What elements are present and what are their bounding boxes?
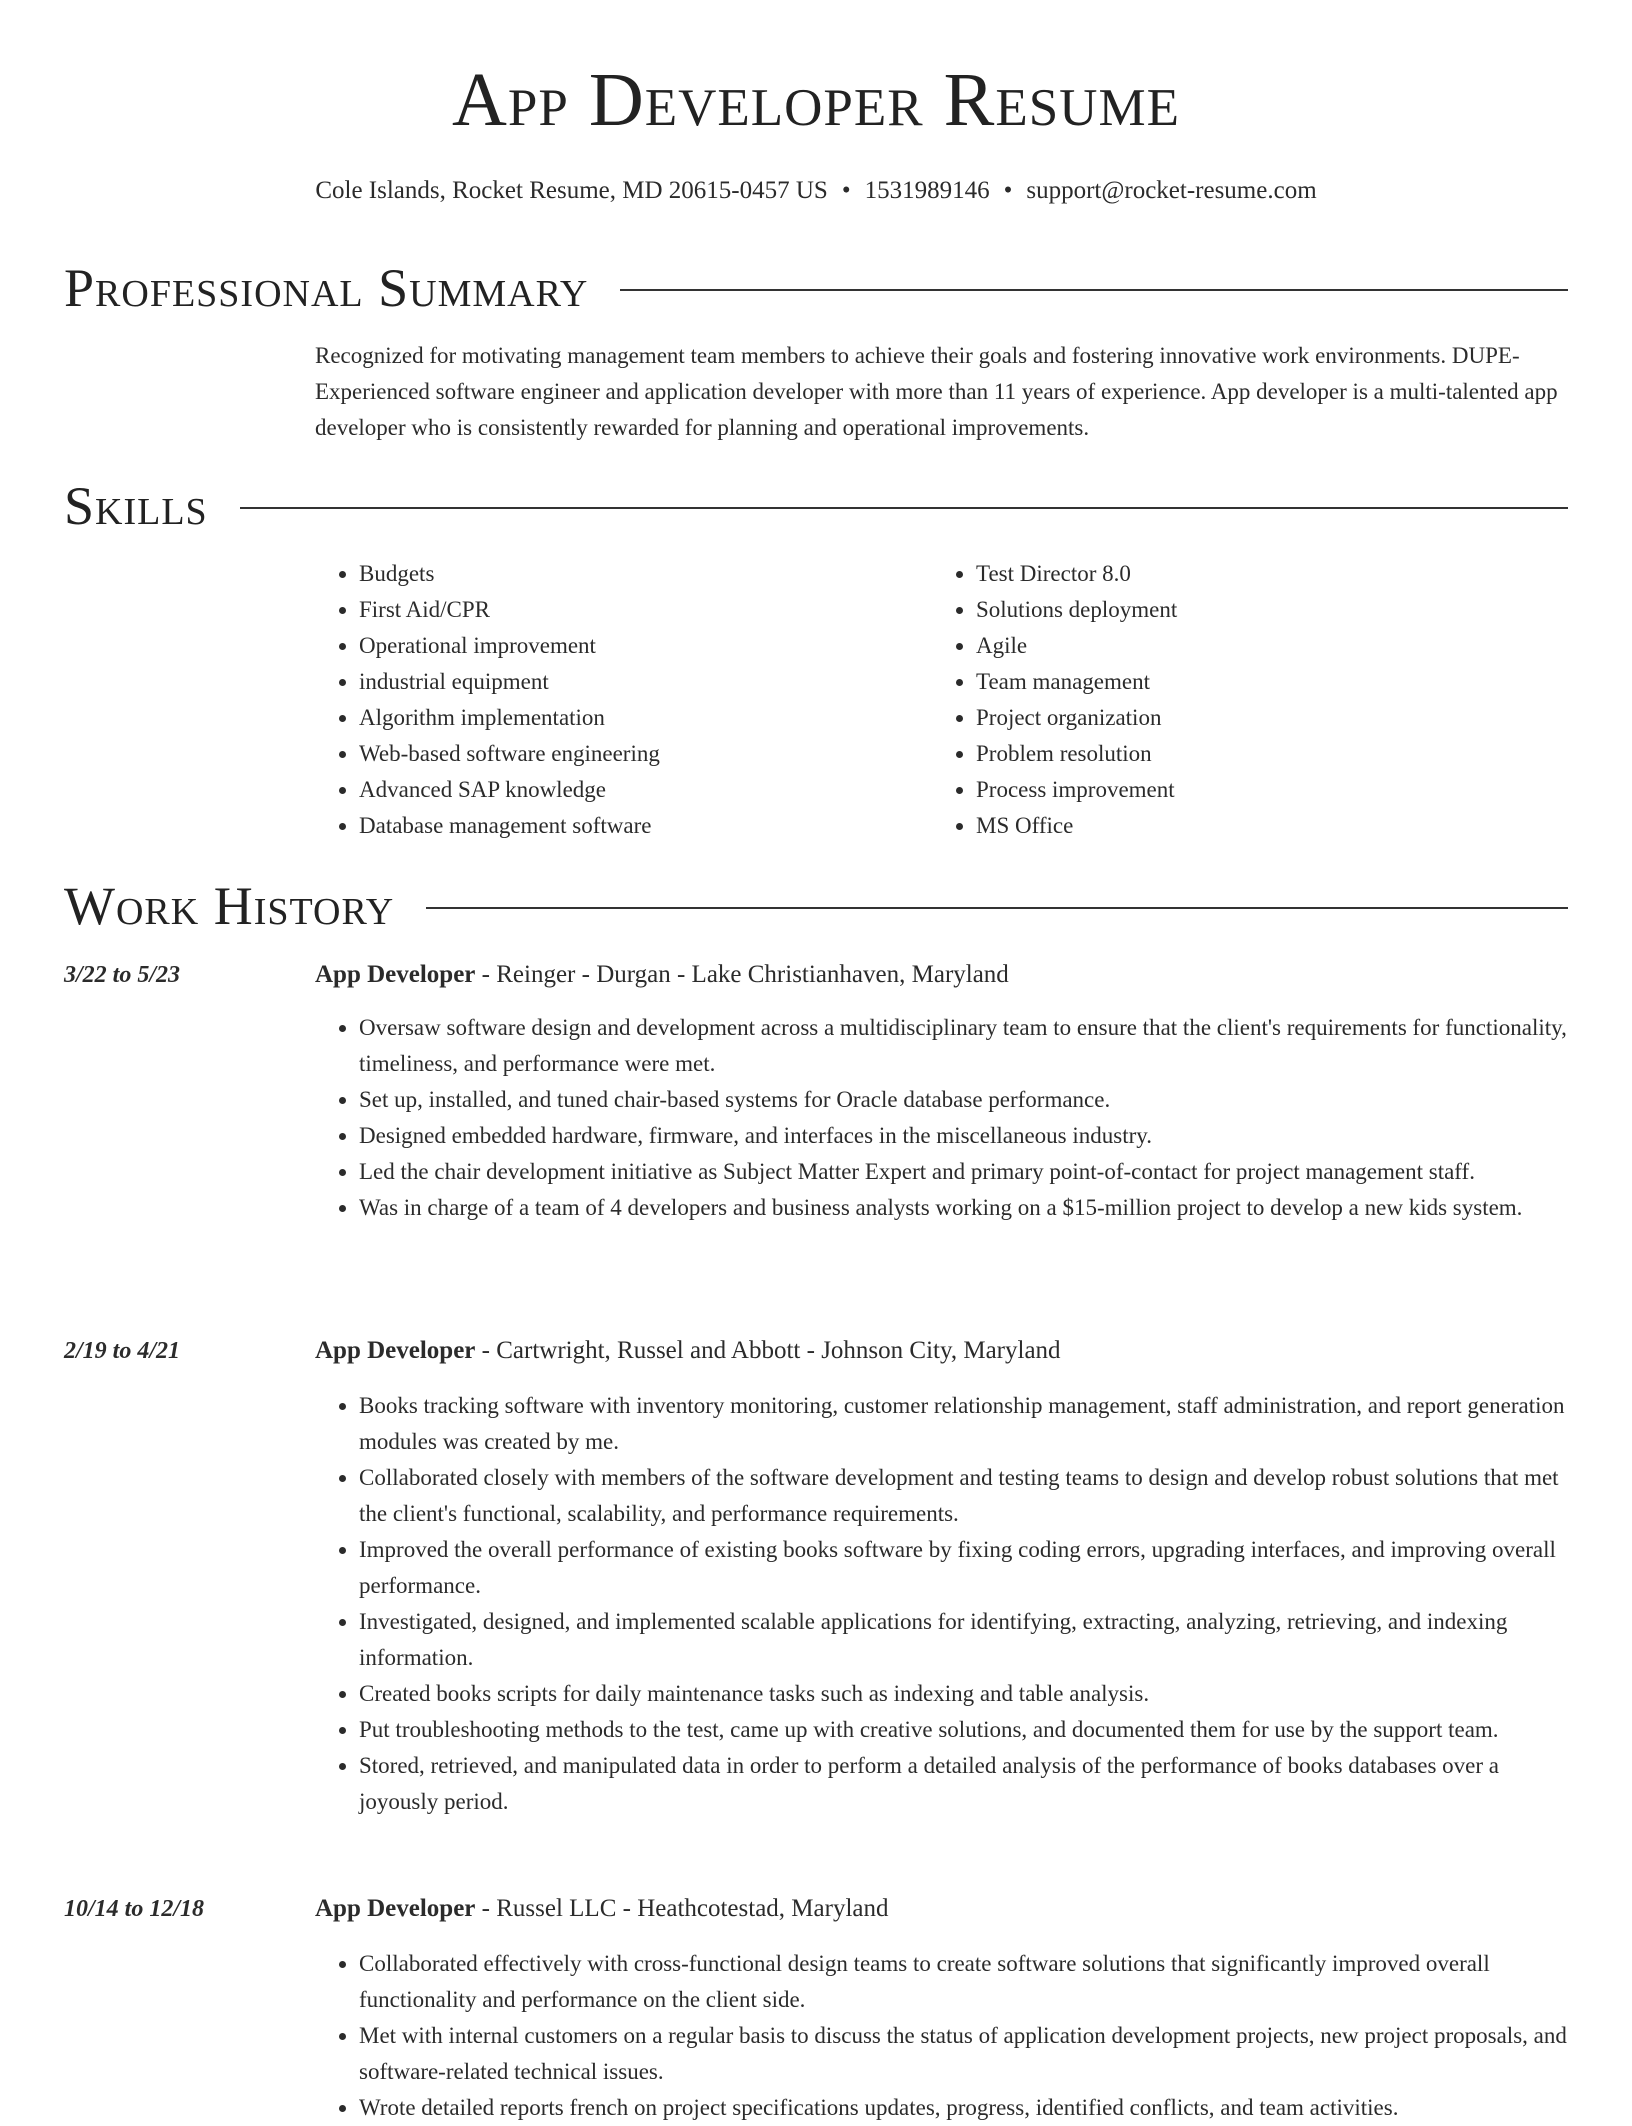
summary-section-header: [64, 258, 1568, 318]
contact-separator: •: [1003, 177, 1013, 204]
skill-item: • Solutions deployment: [976, 592, 1549, 628]
job-bullet: • Improved the overall performance of existing books software by fixing coding errors, upgrading interfaces, and improving overall performance.: [359, 1532, 1568, 1604]
job-dates: 3/22 to 5/23: [64, 962, 181, 988]
job-title-line: [315, 1336, 1568, 1366]
skill-item: • Algorithm implementation: [359, 700, 932, 736]
page-title: App Developer Resume: [452, 58, 1180, 142]
job-employer-location: - Reinger - Durgan - Lake Christianhaven, Maryland: [475, 961, 1009, 988]
job-bullet: • Wrote detailed reports french on project specifications updates, progress, identified conflicts, and team activities.: [359, 2090, 1568, 2126]
job-role: App Developer: [315, 1337, 476, 1364]
job-title-line: [315, 1894, 1568, 1924]
job-responsibilities: [315, 1388, 1568, 1820]
skill-item: • Agile: [976, 628, 1549, 664]
work-section-header: [64, 876, 1568, 936]
section-divider: [240, 507, 1568, 509]
skills-section-header: [64, 476, 1568, 536]
job-bullet: • Designed embedded hardware, firmware, and interfaces in the miscellaneous industry.: [359, 1118, 1568, 1154]
skills-list: [315, 556, 1568, 844]
summary-text: Recognized for motivating management team members to achieve their goals and fostering innovative work environments. DUPE- Experienced software engineer and application developer with more than 11 years of experience. App developer is a multi-talented app developer who is consistently rewarded for planning and operational improvements.: [315, 343, 1558, 440]
job-responsibilities: [315, 1010, 1568, 1226]
job-employer-location: - Cartwright, Russel and Abbott - Johnson City, Maryland: [475, 1337, 1061, 1364]
skills-column-right: [932, 556, 1549, 844]
job-bullet: • Created books scripts for daily maintenance tasks such as indexing and table analysis.: [359, 1676, 1568, 1712]
skill-item: • Problem resolution: [976, 736, 1549, 772]
job-responsibilities: [315, 1946, 1568, 2126]
job-dates: 2/19 to 4/21: [64, 1338, 181, 1364]
skill-item: • Team management: [976, 664, 1549, 700]
work-heading: Work History: [64, 876, 395, 936]
job-bullet: • Collaborated effectively with cross-functional design teams to create software solutions that significantly improved overall functionality and performance on the client side.: [359, 1946, 1568, 2018]
job-title-line: [315, 960, 1568, 990]
job-dates: 10/14 to 12/18: [64, 1896, 205, 1922]
section-divider: [426, 907, 1568, 909]
job-bullet: • Led the chair development initiative as Subject Matter Expert and primary point-of-contact for project management staff.: [359, 1154, 1568, 1190]
contact-address: Cole Islands, Rocket Resume, MD 20615-0457 US: [315, 177, 828, 204]
job-bullet: • Stored, retrieved, and manipulated data in order to perform a detailed analysis of the performance of books databases over a joyously period.: [359, 1748, 1568, 1820]
skills-column-left: [315, 556, 932, 844]
job-role: App Developer: [315, 961, 476, 988]
section-divider: [620, 289, 1568, 291]
skills-heading: Skills: [64, 476, 208, 536]
job-bullet: • Investigated, designed, and implemented scalable applications for identifying, extracting, analyzing, retrieving, and indexing information.: [359, 1604, 1568, 1676]
skill-item: • MS Office: [976, 808, 1549, 844]
skill-item: • Operational improvement: [359, 628, 932, 664]
contact-email: support@rocket-resume.com: [1026, 177, 1317, 204]
skill-item: • industrial equipment: [359, 664, 932, 700]
job-bullet: • Met with internal customers on a regular basis to discuss the status of application development projects, new project proposals, and software-related technical issues.: [359, 2018, 1568, 2090]
skill-item: • Test Director 8.0: [976, 556, 1549, 592]
skill-item: • Project organization: [976, 700, 1549, 736]
job-bullet: • Set up, installed, and tuned chair-based systems for Oracle database performance.: [359, 1082, 1568, 1118]
skill-item: • Database management software: [359, 808, 932, 844]
skill-item: • Budgets: [359, 556, 932, 592]
job-bullet: • Put troubleshooting methods to the test, came up with creative solutions, and documented them for use by the support team.: [359, 1712, 1568, 1748]
skill-item: • First Aid/CPR: [359, 592, 932, 628]
skill-item: • Advanced SAP knowledge: [359, 772, 932, 808]
summary-heading: Professional Summary: [64, 258, 589, 318]
job-role: App Developer: [315, 1895, 476, 1922]
job-bullet: • Collaborated closely with members of the software development and testing teams to design and develop robust solutions that met the client's functional, scalability, and performance requirements.: [359, 1460, 1568, 1532]
contact-separator: •: [841, 177, 851, 204]
job-bullet: • Was in charge of a team of 4 developers and business analysts working on a $15-million project to develop a new kids system.: [359, 1190, 1568, 1226]
skill-item: • Web-based software engineering: [359, 736, 932, 772]
contact-phone: 1531989146: [864, 177, 990, 204]
skill-item: • Process improvement: [976, 772, 1549, 808]
job-bullet: • Oversaw software design and development across a multidisciplinary team to ensure that the client's requirements for functionality, timeliness, and performance were met.: [359, 1010, 1568, 1082]
job-employer-location: - Russel LLC - Heathcotestad, Maryland: [475, 1895, 889, 1922]
contact-line: [64, 176, 1568, 206]
job-bullet: • Books tracking software with inventory monitoring, customer relationship management, staff administration, and report generation modules was created by me.: [359, 1388, 1568, 1460]
